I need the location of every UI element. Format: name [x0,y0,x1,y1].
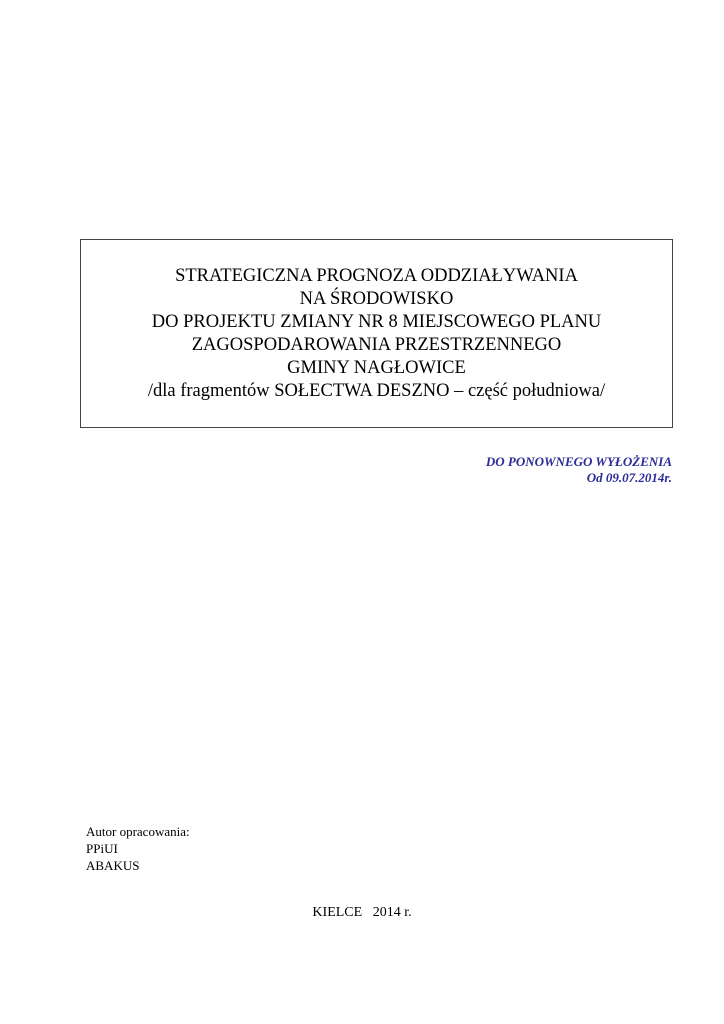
title-line-4: ZAGOSPODAROWANIA PRZESTRZENNEGO [191,334,562,355]
republication-notice [486,454,672,486]
title-line-3: DO PROJEKTU ZMIANY NR 8 MIEJSCOWEGO PLANU [151,311,602,332]
author-line-1: PPiUI [86,841,118,856]
title-line-2: NA ŚRODOWISKO [299,288,454,309]
author-label: Autor opracowania: [86,824,190,839]
document-title-box [80,239,673,428]
place-date-footer: KIELCE 2014 r. [312,905,412,920]
author-line-2: ABAKUS [86,858,140,873]
title-line-5: GMINY NAGŁOWICE [287,357,466,378]
title-line-6: /dla fragmentów SOŁECTWA DESZNO – część południowa/ [147,380,606,401]
author-block [86,823,190,874]
notice-date: Od 09.07.2014r. [586,470,672,485]
title-line-1: STRATEGICZNA PROGNOZA ODDZIAŁYWANIA [175,265,578,286]
notice-heading: DO PONOWNEGO WYŁOŻENIA [485,454,672,469]
